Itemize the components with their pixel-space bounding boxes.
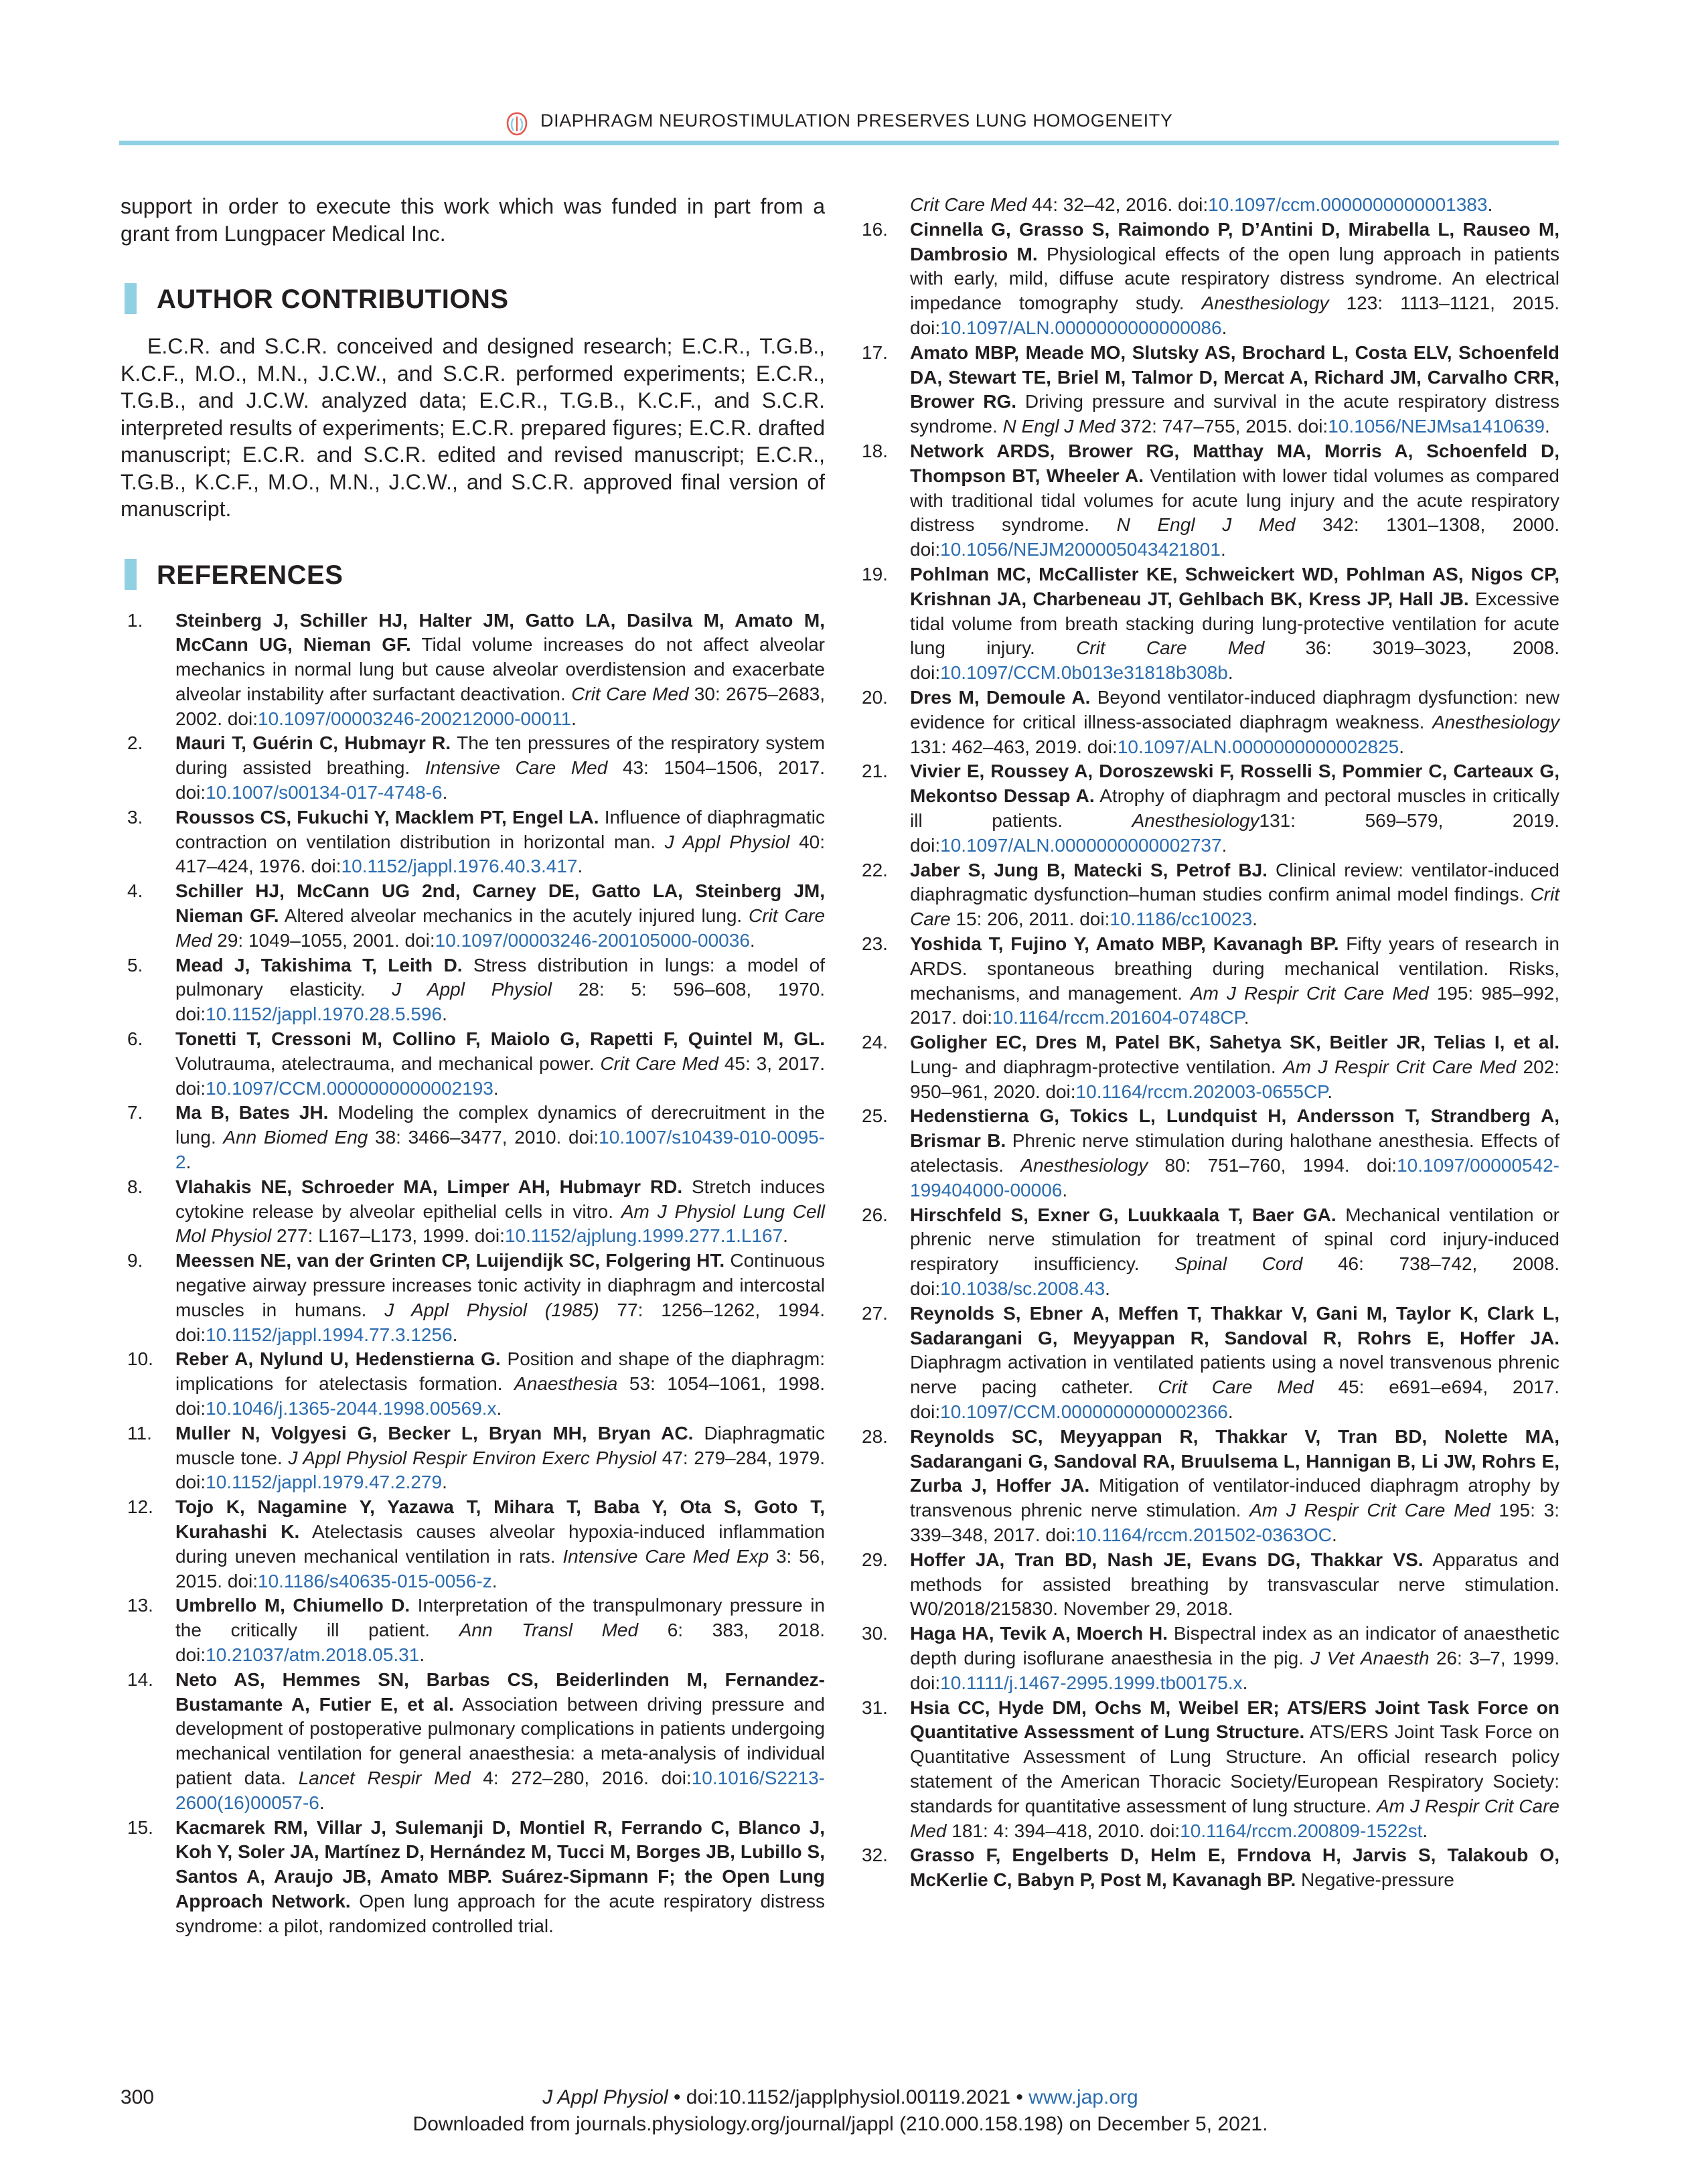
footer-citation xyxy=(121,2086,1560,2109)
heading-bar xyxy=(125,283,137,314)
reference-title: Stress distribution in lungs: a model of pulmonary elasticity. xyxy=(175,954,825,1000)
reference-item xyxy=(855,1548,1559,1622)
reference-title: Tidal volume increases do not affect alveolar mechanics in normal lung but cause alveolar overdistension and exacerbate alveolar instability after surfactant deactivation. xyxy=(175,634,825,704)
reference-item xyxy=(121,1421,825,1495)
reference-number: 24. xyxy=(862,1032,888,1053)
reference-citation: 202: 950–961, 2020. doi: xyxy=(910,1056,1559,1102)
reference-citation: 47: 279–284, 1979. doi: xyxy=(175,1447,825,1493)
reference-item xyxy=(121,879,825,953)
reference-journal: Crit Care Med xyxy=(600,1052,718,1074)
reference-doi-link[interactable]: 10.1097/ALN.0000000000002737 xyxy=(940,834,1222,856)
reference-number: 10. xyxy=(127,1348,153,1370)
reference-doi-link[interactable]: 10.1097/CCM.0000000000002193 xyxy=(206,1077,493,1099)
reference-doi-link[interactable]: 10.1164/rccm.200809-1522st xyxy=(1180,1820,1423,1841)
references-heading xyxy=(121,559,825,590)
reference-end: . xyxy=(319,1792,325,1813)
reference-title: Atelectasis causes alveolar hypoxia-induced inflammation during uneven mechanical ventilation in rats. xyxy=(175,1520,826,1567)
reference-doi-link[interactable]: 10.1152/jappl.1994.77.3.1256 xyxy=(206,1324,453,1345)
reference-citation: 372: 747–755, 2015. doi: xyxy=(1115,416,1328,437)
reference-citation: 77: 1256–1262, 1994. doi: xyxy=(175,1299,825,1345)
reference-doi-link[interactable]: 10.1097/ccm.0000000000001383 xyxy=(1208,194,1488,215)
reference-authors: Hoffer JA, Tran BD, Nash JE, Evans DG, Thakkar VS. xyxy=(910,1549,1424,1570)
reference-journal: J Vet Anaesth xyxy=(1310,1648,1430,1669)
reference-title: Physiological effects of the open lung approach in patients with early, mild, diffuse acute respiratory distress syndrome. An electrical impedance tomography study. xyxy=(910,243,1559,314)
reference-journal: Anesthesiology xyxy=(1132,809,1259,831)
reference-number: 5. xyxy=(127,954,143,976)
footer-doi: doi:10.1152/japplphysiol.00119.2021 xyxy=(686,2086,1011,2108)
reference-doi-link[interactable]: 10.1007/s00134-017-4748-6 xyxy=(206,782,443,803)
reference-authors: Kacmarek RM, Villar J, Sulemanji D, Montiel R, Ferrando C, Blanco J, Koh Y, Soler JA, Martínez D, Hernández M, Tucci M, Borges JB, Lubillo S, Santos A, Araujo JB, Amato MBP. Suárez-Sipmann F; the Open Lung Approach Network. xyxy=(175,1816,825,1912)
footer-journal: J Appl Physiol xyxy=(542,2086,668,2108)
reference-doi-link[interactable]: 10.1097/ALN.0000000000000086 xyxy=(940,317,1222,338)
reference-item xyxy=(121,1816,825,1939)
reference-doi-link[interactable]: 10.21037/atm.2018.05.31 xyxy=(206,1644,420,1665)
reference-journal: Anaesthesia xyxy=(514,1373,618,1395)
reference-citation: 6: 383, 2018. doi: xyxy=(175,1620,826,1665)
reference-end: . xyxy=(1331,1525,1337,1546)
reference-end: . xyxy=(1062,1179,1068,1200)
reference-item xyxy=(855,1425,1559,1548)
reference-item xyxy=(121,953,825,1027)
reference-item xyxy=(121,1495,825,1593)
reference-doi-link[interactable]: 10.1111/j.1467-2995.1999.tb00175.x xyxy=(940,1672,1243,1693)
reference-authors: Vlahakis NE, Schroeder MA, Limper AH, Hubmayr RD. xyxy=(175,1176,683,1197)
reference-citation: 45: e691–e694, 2017. doi: xyxy=(910,1377,1559,1423)
reference-item xyxy=(855,439,1559,562)
reference-doi-link[interactable]: 10.1046/j.1365-2044.1998.00569.x xyxy=(206,1398,497,1419)
reference-journal: Lancet Respir Med xyxy=(298,1767,471,1788)
running-header-title: DIAPHRAGM NEUROSTIMULATION PRESERVES LUNG HOMOGENEITY xyxy=(540,110,1173,131)
reference-journal: Am J Respir Crit Care Med xyxy=(1190,982,1429,1004)
reference-journal: N Engl J Med xyxy=(1116,514,1296,536)
reference-journal: Spinal Cord xyxy=(1174,1253,1303,1275)
reference-doi-link[interactable]: 10.1056/NEJMsa1410639 xyxy=(1328,416,1545,437)
reference-title: Phrenic nerve stimulation during halothane anesthesia. Effects of atelectasis. xyxy=(910,1130,1559,1176)
reference-authors: Roussos CS, Fukuchi Y, Macklem PT, Engel LA. xyxy=(175,806,599,828)
reference-authors: Muller N, Volgyesi G, Becker L, Bryan MH, Bryan AC. xyxy=(175,1422,694,1444)
reference-number: 23. xyxy=(862,933,888,954)
reference-end: . xyxy=(1487,194,1493,215)
reference-end: . xyxy=(442,1004,447,1025)
reference-title: Fifty years of research in ARDS. spontaneous breathing during mechanical ventilation. Risks, mechanisms, and management. xyxy=(910,933,1559,1004)
reference-item xyxy=(855,858,1559,932)
reference-end: . xyxy=(1227,1401,1233,1423)
reference-citation: 181: 4: 394–418, 2010. doi: xyxy=(946,1820,1180,1841)
reference-authors: Haga HA, Tevik A, Moerch H. xyxy=(910,1623,1168,1644)
reference-authors: Umbrello M, Chiumello D. xyxy=(175,1595,410,1616)
heading-bar xyxy=(125,559,137,590)
reference-journal: Anesthesiology xyxy=(1432,711,1559,732)
reference-end: . xyxy=(783,1225,788,1247)
reference-end: . xyxy=(1221,317,1227,338)
reference-title: Stretch induces cytokine release by alveolar epithelial cells in vitro. xyxy=(175,1176,825,1222)
reference-end: . xyxy=(1252,909,1257,930)
reference-authors: Tojo K, Nagamine Y, Yazawa T, Mihara T, Baba Y, Ota S, Goto T, Kurahashi K. xyxy=(175,1496,825,1542)
reference-citation: 46: 738–742, 2008. doi: xyxy=(910,1253,1559,1300)
reference-number: 30. xyxy=(862,1623,888,1644)
reference-authors: Hirschfeld S, Exner G, Luukkaala T, Baer GA. xyxy=(910,1204,1336,1225)
reference-number: 8. xyxy=(127,1176,143,1197)
reference-citation: 123: 1113–1121, 2015. doi: xyxy=(910,293,1559,338)
reference-authors: Steinberg J, Schiller HJ, Halter JM, Gatto LA, Dasilva M, Amato M, McCann UG, Nieman GF. xyxy=(175,609,825,655)
reference-title: Beyond ventilator-induced diaphragm dysfunction: new evidence for critical illness-associated diaphragm weakness. xyxy=(910,686,1559,732)
reference-title: Apparatus and methods for assisted breathing by transvascular nerve stimulation. W0/2018/215830. November 29, 2018. xyxy=(910,1549,1559,1620)
references-title: REFERENCES xyxy=(157,560,343,590)
reference-title: Altered alveolar mechanics in the acutely injured lung. xyxy=(279,905,749,927)
reference-title: Open lung approach for the acute respiratory distress syndrome: a pilot, randomized controlled trial. xyxy=(175,1890,826,1936)
reference-number: 28. xyxy=(862,1425,888,1447)
reference-doi-link[interactable]: 10.1097/00003246-200212000-00011 xyxy=(258,708,572,729)
reference-citation: 29: 1049–1055, 2001. doi: xyxy=(212,929,435,951)
reference-number: 9. xyxy=(127,1250,143,1271)
reference-number: 19. xyxy=(862,563,888,584)
reference-end: . xyxy=(1227,662,1233,684)
reference-title: The ten pressures of the respiratory system during assisted breathing. xyxy=(175,732,825,779)
intro-paragraph: support in order to execute this work which was funded in part from a grant from Lungpacer Medical Inc. xyxy=(121,194,825,246)
reference-authors: Schiller HJ, McCann UG 2nd, Carney DE, Gatto LA, Steinberg JM, Nieman GF. xyxy=(175,880,825,927)
reference-journal: Crit Care Med xyxy=(1076,637,1265,659)
reference-citation: 15: 206, 2011. doi: xyxy=(950,909,1110,930)
reference-title: Volutrauma, atelectrauma, and mechanical power. xyxy=(175,1052,601,1074)
reference-authors: Grasso F, Engelberts D, Helm E, Frndova H, Jarvis S, Talakoub O, McKerlie C, Babyn P, Post M, Kavanagh BP. xyxy=(910,1845,1559,1891)
reference-doi-link[interactable]: 10.1164/rccm.201604-0748CP xyxy=(992,1007,1244,1028)
reference-title: Ventilation with lower tidal volumes as compared with traditional tidal volumes for acute lung injury and the acute respiratory distress syndrome. xyxy=(910,465,1559,536)
reference-number: 32. xyxy=(862,1845,888,1866)
reference-citation: 195: 985–992, 2017. doi: xyxy=(910,982,1559,1028)
reference-title: Driving pressure and survival in the acute respiratory distress syndrome. xyxy=(910,391,1559,437)
reference-number: 6. xyxy=(127,1028,143,1050)
reference-title: Diaphragmatic muscle tone. xyxy=(175,1422,825,1468)
reference-number: 2. xyxy=(127,732,143,754)
reference-doi-link[interactable]: 10.1164/rccm.202003-0655CP xyxy=(1075,1081,1328,1102)
footer-separator: • xyxy=(668,2086,686,2108)
journal-logo-icon xyxy=(506,111,528,137)
reference-number: 1. xyxy=(127,609,143,631)
reference-number: 13. xyxy=(127,1595,153,1616)
reference-doi-link[interactable]: 10.1097/CCM.0000000000002366 xyxy=(940,1401,1228,1423)
reference-end: . xyxy=(442,1472,447,1493)
reference-doi-link[interactable]: 10.1097/00000542-199404000-00006 xyxy=(910,1155,1559,1200)
reference-item xyxy=(855,1030,1559,1104)
reference-title: Excessive tidal volume from breath stacking during lung-protective ventilation for acute lung injury. xyxy=(910,588,1559,659)
reference-authors: Pohlman MC, McCallister KE, Schweickert WD, Pohlman AS, Nigos CP, Krishnan JA, Charbeneau JT, Gehlbach BK, Kress JP, Hall JB. xyxy=(910,563,1559,609)
footer-url-link[interactable]: www.jap.org xyxy=(1028,2086,1138,2108)
reference-citation: 131: 462–463, 2019. doi: xyxy=(910,736,1118,757)
reference-journal: Ann Biomed Eng xyxy=(223,1127,368,1148)
header-rule xyxy=(119,141,1559,145)
reference-title: Continuous negative airway pressure increases tonic activity in diaphragm and intercostal muscles in humans. xyxy=(175,1250,825,1320)
reference-end: . xyxy=(493,1077,499,1099)
reference-citation: 53: 1054–1061, 1998. doi: xyxy=(175,1373,825,1419)
left-column xyxy=(121,193,825,1939)
reference-title: Position and shape of the diaphragm: implications for atelectasis formation. xyxy=(175,1348,825,1395)
reference-authors: Reynolds SC, Meyyappan R, Thakkar V, Tran BD, Nolette MA, Sadarangani G, Sandoval RA, Bruulsema L, Hannigan B, Li JW, Rohrs E, Zurba J, Hoffer JA. xyxy=(910,1425,1559,1496)
reference-end: . xyxy=(749,929,755,951)
reference-item xyxy=(855,1302,1559,1425)
reference-authors: Mauri T, Guérin C, Hubmayr R. xyxy=(175,732,451,754)
reference-citation: 4: 272–280, 2016. doi: xyxy=(470,1767,692,1788)
reference-doi-link[interactable]: 10.1056/NEJM200005043421801 xyxy=(940,539,1221,560)
reference-title: Mitigation of ventilator-induced diaphragm atrophy by transvenous phrenic nerve stimulation. xyxy=(910,1475,1560,1521)
reference-authors: Dres M, Demoule A. xyxy=(910,686,1091,708)
reference-citation: 3: 56, 2015. doi: xyxy=(175,1545,826,1591)
reference-number: 29. xyxy=(862,1549,888,1570)
reference-citation: 277: L167–L173, 1999. doi: xyxy=(271,1225,505,1247)
reference-journal: Crit Care Med xyxy=(1158,1377,1314,1398)
download-notice: Downloaded from journals.physiology.org/journal/jappl (210.000.158.198) on December 5, 2021. xyxy=(412,2113,1268,2135)
reference-authors: Cinnella G, Grasso S, Raimondo P, D’Antini D, Mirabella L, Rauseo M, Dambrosio M. xyxy=(910,218,1559,264)
reference-end: . xyxy=(491,1570,498,1591)
reference-citation: 131: 569–579, 2019. doi: xyxy=(910,809,1559,856)
reference-item xyxy=(855,932,1559,1030)
reference-end: . xyxy=(1545,416,1550,437)
reference-end: . xyxy=(1242,1672,1248,1693)
reference-title: Modeling the complex dynamics of derecruitment in the lung. xyxy=(175,1102,826,1148)
reference-authors: Tonetti T, Cressoni M, Collino F, Maiolo G, Rapetti F, Quintel M, GL. xyxy=(175,1028,825,1050)
reference-end: . xyxy=(1221,834,1227,856)
reference-end: . xyxy=(1327,1081,1333,1102)
reference-title: Negative-pressure xyxy=(1296,1869,1454,1891)
reference-item xyxy=(855,1622,1559,1695)
reference-journal: Anesthesiology xyxy=(1201,293,1329,314)
reference-number: 31. xyxy=(862,1697,888,1718)
reference-authors: Reber A, Nylund U, Hedenstierna G. xyxy=(175,1348,501,1370)
reference-number: 20. xyxy=(862,686,888,708)
reference-journal: N Engl J Med xyxy=(1002,416,1116,437)
reference-journal: Anesthesiology xyxy=(1020,1155,1148,1176)
reference-authors: Vivier E, Roussey A, Doroszewski F, Rosselli S, Pommier C, Carteaux G, Mekontso Dessap A. xyxy=(910,761,1559,807)
reference-item xyxy=(855,341,1559,439)
reference-authors: Mead J, Takishima T, Leith D. xyxy=(175,954,463,976)
reference-item xyxy=(855,1843,1559,1893)
reference-citation: 38: 3466–3477, 2010. doi: xyxy=(368,1127,599,1148)
reference-number: 3. xyxy=(127,806,143,828)
reference-item xyxy=(121,1101,825,1174)
reference-journal: Crit Care Med xyxy=(175,905,826,951)
reference-doi-link[interactable]: 10.1164/rccm.201502-0363OC xyxy=(1075,1525,1332,1546)
reference-doi-link[interactable]: 10.1097/CCM.0b013e31818b308b xyxy=(940,662,1228,684)
reference-number: 17. xyxy=(862,341,888,363)
reference-list-left xyxy=(121,609,825,1939)
reference-end: . xyxy=(496,1398,502,1419)
reference-end: . xyxy=(1243,1007,1249,1028)
reference-citation: 342: 1301–1308, 2000. doi: xyxy=(910,514,1559,560)
reference-journal: Intensive Care Med xyxy=(425,757,608,779)
reference-end: . xyxy=(1399,736,1405,757)
reference-authors: Goligher EC, Dres M, Patel BK, Sahetya SK, Beitler JR, Telias I, et al. xyxy=(910,1032,1559,1053)
reference-title: Influence of diaphragmatic contraction on ventilation distribution in horizontal man. xyxy=(175,806,825,852)
reference-authors: Ma B, Bates JH. xyxy=(175,1102,329,1123)
reference-authors: Neto AS, Hemmes SN, Barbas CS, Beiderlinden M, Fernandez-Bustamante A, Futier E, et al. xyxy=(175,1668,825,1715)
reference-doi-link[interactable]: 10.1016/S2213-2600(16)00057-6 xyxy=(175,1767,825,1813)
reference-list-right xyxy=(855,193,1559,1893)
reference-item xyxy=(855,1104,1559,1202)
reference-end: . xyxy=(1220,539,1226,560)
reference-number: 27. xyxy=(862,1302,888,1324)
reference-end: . xyxy=(571,708,577,729)
reference-journal: Crit Care xyxy=(910,884,1559,930)
reference-authors: Network ARDS, Brower RG, Matthay MA, Morris A, Schoenfeld D, Thompson BT, Wheeler A. xyxy=(910,440,1559,486)
reference-citation: 28: 5: 596–608, 1970. doi: xyxy=(175,979,825,1025)
reference-title: Interpretation of the transpulmonary pressure in the critically ill patient. xyxy=(175,1595,825,1641)
reference-item xyxy=(121,1668,825,1816)
reference-number: 14. xyxy=(127,1668,153,1690)
reference-citation: 26: 3–7, 1999. doi: xyxy=(910,1648,1559,1693)
reference-title: Mechanical ventilation or phrenic nerve stimulation for treatment of spinal cord injury-induced respiratory insufficiency. xyxy=(910,1204,1560,1275)
reference-journal: Intensive Care Med Exp xyxy=(562,1545,769,1567)
reference-title: Bispectral index as an indicator of anaesthetic depth during isoflurane anaesthesia in the pig. xyxy=(910,1623,1560,1669)
reference-citation: 44: 32–42, 2016. doi: xyxy=(1026,194,1209,215)
reference-doi-link[interactable]: 10.1038/sc.2008.43 xyxy=(940,1278,1105,1300)
reference-journal: J Appl Physiol xyxy=(392,979,552,1000)
running-header xyxy=(119,100,1559,141)
reference-doi-link[interactable]: 10.1152/ajplung.1999.277.1.L167 xyxy=(504,1225,783,1247)
reference-authors: Yoshida T, Fujino Y, Amato MBP, Kavanagh BP. xyxy=(910,933,1339,954)
reference-doi-link[interactable]: 10.1152/jappl.1976.40.3.417 xyxy=(341,856,578,877)
reference-item xyxy=(855,1203,1559,1302)
reference-item xyxy=(121,1027,825,1101)
reference-title: Lung- and diaphragm-protective ventilation. xyxy=(910,1056,1284,1077)
reference-number: 7. xyxy=(127,1102,143,1123)
reference-item xyxy=(855,562,1559,686)
reference-doi-link[interactable]: 10.1152/jappl.1970.28.5.596 xyxy=(206,1004,443,1025)
reference-number: 21. xyxy=(862,761,888,782)
reference-journal: J Appl Physiol xyxy=(664,831,790,852)
page-number: 300 xyxy=(121,2086,155,2108)
reference-number: 22. xyxy=(862,859,888,880)
reference-journal: Am J Physiol Lung Cell Mol Physiol xyxy=(175,1200,826,1247)
reference-number: 26. xyxy=(862,1204,888,1225)
reference-authors: Hsia CC, Hyde DM, Ochs M, Weibel ER; ATS/ERS Joint Task Force on Quantitative Assessment of Lung Structure. xyxy=(910,1697,1559,1743)
reference-citation: 195: 3: 339–348, 2017. doi: xyxy=(910,1500,1560,1546)
reference-item xyxy=(121,1249,825,1347)
reference-end: . xyxy=(1105,1278,1110,1300)
reference-item xyxy=(855,1696,1559,1844)
contributions-text: E.C.R. and S.C.R. conceived and designed research; E.C.R., T.G.B., K.C.F., M.O., M.N., J.C.W., and S.C.R. performed experiments; E.C.R., T.G.B., and J.C.W. analyzed data; E.C.R., T.G.B., K.C.F., and S.C.R. interpreted results of experiments; E.C.R. prepared figures; E.C.R. drafted manuscript; E.C.R. and S.C.R. edited and revised manuscript; E.C.R., T.G.B., K.C.F., M.O., M.N., J.C.W., and S.C.R. approved final version of manuscript. xyxy=(121,334,825,521)
reference-number: 16. xyxy=(862,218,888,240)
reference-doi-link[interactable]: 10.1186/s40635-015-0056-z xyxy=(258,1570,492,1591)
right-column xyxy=(855,193,1559,1893)
reference-journal: Ann Transl Med xyxy=(459,1620,639,1641)
reference-doi-link[interactable]: 10.1186/cc10023 xyxy=(1110,909,1253,930)
reference-number: 12. xyxy=(127,1496,153,1518)
reference-number: 4. xyxy=(127,880,143,902)
reference-end: . xyxy=(452,1324,458,1345)
reference-journal: Crit Care Med xyxy=(910,194,1027,215)
reference-item xyxy=(121,805,825,879)
reference-journal: Crit Care Med xyxy=(571,683,689,704)
reference-end: . xyxy=(419,1644,425,1665)
reference-end: . xyxy=(185,1152,192,1173)
reference-citation: 43: 1504–1506, 2017. doi: xyxy=(175,757,825,803)
reference-end: . xyxy=(577,856,583,877)
reference-title: Clinical review: ventilator-induced diaphragmatic dysfunction–human studies confirm animal model findings. xyxy=(910,859,1559,905)
reference-journal: J Appl Physiol (1985) xyxy=(384,1299,599,1320)
reference-authors: Amato MBP, Meade MO, Slutsky AS, Brochard L, Costa ELV, Schoenfeld DA, Stewart TE, Briel M, Talmor D, Mercat A, Richard JM, Carvalho CRR, Brower RG. xyxy=(910,341,1559,412)
reference-journal: J Appl Physiol Respir Environ Exerc Physiol xyxy=(288,1447,656,1468)
reference-citation: 45: 3, 2017. doi: xyxy=(175,1052,825,1099)
reference-doi-link[interactable]: 10.1152/jappl.1979.47.2.279 xyxy=(206,1472,443,1493)
reference-item xyxy=(121,1347,825,1421)
reference-item xyxy=(121,1175,825,1249)
contributions-title: AUTHOR CONTRIBUTIONS xyxy=(157,285,509,314)
reference-citation: 30: 2675–2683, 2002. doi: xyxy=(175,683,825,729)
reference-doi-link[interactable]: 10.1097/ALN.0000000000002825 xyxy=(1117,736,1399,757)
reference-authors: Hedenstierna G, Tokics L, Lundquist H, Andersson T, Strandberg A, Brismar B. xyxy=(910,1105,1559,1152)
reference-number: 18. xyxy=(862,440,888,461)
reference-item xyxy=(855,759,1559,858)
reference-title: Association between driving pressure and development of postoperative pulmonary complications in patients undergoing mechanical ventilation for general anaesthesia: a meta-analysis of individual patient data. xyxy=(175,1693,825,1788)
reference-citation: 80: 751–760, 1994. doi: xyxy=(1148,1155,1397,1176)
reference-item xyxy=(121,731,825,805)
reference-authors: Jaber S, Jung B, Matecki S, Petrof BJ. xyxy=(910,859,1268,880)
reference-title: ATS/ERS Joint Task Force on Quantitative Assessment of Lung Structure. An official research policy statement of the American Thoracic Society/European Respiratory Society: standards for quantitative assessment of lung structure. xyxy=(910,1721,1560,1816)
reference-end: . xyxy=(1422,1820,1428,1841)
reference-item xyxy=(121,1593,825,1667)
contributions-heading xyxy=(121,283,825,314)
reference-number: 11. xyxy=(127,1422,152,1444)
reference-doi-link[interactable]: 10.1097/00003246-200105000-00036 xyxy=(435,929,750,951)
reference-journal: Am J Respir Crit Care Med xyxy=(910,1795,1560,1841)
footer-separator: • xyxy=(1010,2086,1029,2108)
reference-item xyxy=(855,218,1559,341)
reference-citation: 40: 417–424, 1976. doi: xyxy=(175,831,826,877)
reference-number: 15. xyxy=(127,1816,153,1838)
reference-title: Atrophy of diaphragm and pectoral muscles in critically ill patients. xyxy=(910,785,1559,831)
reference-doi-link[interactable]: 10.1007/s10439-010-0095-2 xyxy=(175,1127,826,1173)
reference-authors: Reynolds S, Ebner A, Meffen T, Thakkar V, Gani M, Taylor K, Clark L, Sadarangani G, Meyyappan R, Sandoval R, Rohrs E, Hoffer JA. xyxy=(910,1302,1559,1348)
reference-item xyxy=(855,193,1559,218)
reference-end: . xyxy=(442,782,448,803)
reference-item xyxy=(855,686,1559,759)
reference-journal: Am J Respir Crit Care Med xyxy=(1283,1056,1517,1077)
reference-title: Diaphragm activation in ventilated patients using a novel transvenous phrenic nerve pacing catheter. xyxy=(910,1352,1559,1398)
reference-number: 25. xyxy=(862,1105,888,1127)
reference-journal: Am J Respir Crit Care Med xyxy=(1249,1500,1490,1521)
reference-citation: 36: 3019–3023, 2008. doi: xyxy=(910,637,1560,684)
reference-authors: Meessen NE, van der Grinten CP, Luijendijk SC, Folgering HT. xyxy=(175,1250,725,1271)
reference-item xyxy=(121,609,825,732)
